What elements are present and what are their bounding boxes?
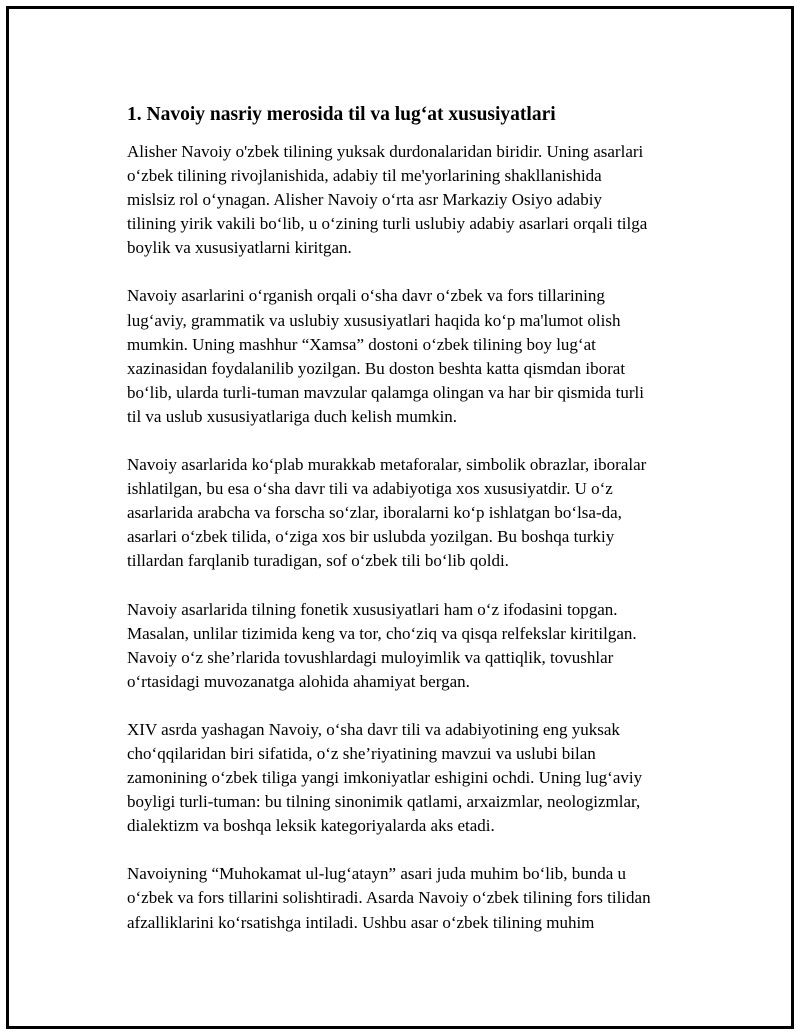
text-line: lug‘aviy, grammatik va uslubiy xususiyatlari haqida ko‘p ma'lumot olish: [127, 310, 621, 330]
text-line: zamonining o‘zbek tiliga yangi imkoniyatlar eshigini ochdi. Uning lug‘aviy: [127, 768, 643, 788]
text-line: mumkin. Uning mashhur “Xamsa” dostoni o‘zbek tilining boy lug‘at: [127, 334, 596, 354]
text-line: o‘zbek tilining rivojlanishida, adabiy til me'yorlarining shakllanishida: [127, 166, 602, 186]
text-line: asarlarida arabcha va forscha so‘zlar, iboralarni ko‘p ishlatgan bo‘lsa-da,: [127, 503, 622, 523]
paragraph-4: [127, 598, 700, 694]
text-line: o‘zbek va fors tillarini solishtiradi. Asarda Navoiy o‘zbek tilining fors tilidan: [127, 888, 651, 908]
text-line: ishlatilgan, bu esa o‘sha davr tili va adabiyotiga xos xususiyatdir. U o‘z: [127, 479, 613, 499]
paragraph-1: [127, 140, 700, 260]
text-line: Navoiy o‘z she’rlarida tovushlardagi muloyimlik va qattiqlik, tovushlar: [127, 647, 614, 667]
text-line: mislsiz rol o‘ynagan. Alisher Navoiy o‘rta asr Markaziy Osiyo adabiy: [127, 190, 602, 210]
page-frame: [6, 6, 794, 1029]
text-line: tillardan farqlanib turadigan, sof o‘zbek tili bo‘lib qoldi.: [127, 551, 509, 571]
text-line: xazinasidan foydalanilib yozilgan. Bu doston beshta katta qismdan iborat: [127, 358, 626, 378]
text-line: Navoiyning “Muhokamat ul-lug‘atayn” asari juda muhim bo‘lib, bunda u: [127, 864, 627, 884]
text-line: o‘rtasidagi muvozanatga alohida ahamiyat bergan.: [127, 671, 470, 691]
text-line: cho‘qqilaridan biri sifatida, o‘z she’riyatining mavzui va uslubi bilan: [127, 743, 596, 763]
text-line: boylik va xususiyatlarni kiritgan.: [127, 238, 352, 258]
text-line: Navoiy asarlarini o‘rganish orqali o‘sha davr o‘zbek va fors tillarining: [127, 286, 605, 306]
paragraph-2: [127, 284, 700, 429]
text-line: Navoiy asarlarida ko‘plab murakkab metaforalar, simbolik obrazlar, iboralar: [127, 455, 647, 475]
text-line: afzalliklarini ko‘rsatishga intiladi. Ushbu asar o‘zbek tilining muhim: [127, 912, 595, 932]
text-line: Masalan, unlilar tizimida keng va tor, cho‘ziq va qisqa relfekslar kiritilgan.: [127, 623, 637, 643]
paragraph-3: [127, 453, 700, 573]
section-heading: 1. Navoiy nasriy merosida til va lug‘at xususiyatlari: [127, 104, 556, 125]
paragraph-6: [127, 862, 700, 934]
text-line: dialektizm va boshqa leksik kategoriyalarda aks etadi.: [127, 816, 495, 836]
text-line: til va uslub xususiyatlariga duch kelish mumkin.: [127, 406, 458, 426]
text-line: XIV asrda yashagan Navoiy, o‘sha davr tili va adabiyotining eng yuksak: [127, 719, 620, 739]
text-line: bo‘lib, ularda turli-tuman mavzular qalamga olingan va har bir qismida turli: [127, 382, 644, 402]
text-line: tilining yirik vakili bo‘lib, u o‘zining turli uslubiy adabiy asarlari orqali tilga: [127, 214, 648, 234]
text-line: boyligi turli-tuman: bu tilning sinonimik qatlami, arxaizmlar, neologizmlar,: [127, 792, 641, 812]
text-line: asarlari o‘zbek tilida, o‘ziga xos bir uslubda yozilgan. Bu boshqa turkiy: [127, 527, 615, 547]
text-line: Navoiy asarlarida tilning fonetik xususiyatlari ham o‘z ifodasini topgan.: [127, 599, 618, 619]
text-line: Alisher Navoiy o'zbek tilining yuksak durdonalaridan biridir. Uning asarlari: [127, 142, 644, 161]
document-body: [120, 102, 700, 959]
paragraph-5: [127, 718, 700, 838]
